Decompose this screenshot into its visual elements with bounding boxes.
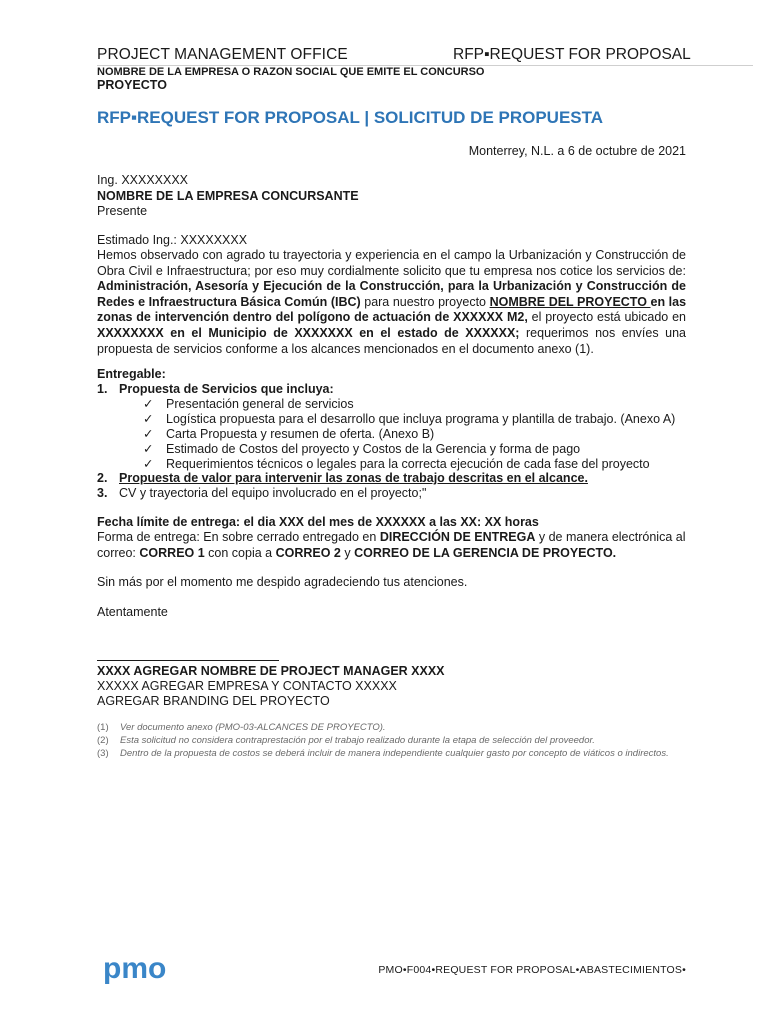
delivery-text-3: con copia a [204,545,276,560]
pmo-logo-text: pmo [103,952,167,985]
addressee-block [97,173,686,220]
addressee-present: Presente [97,204,148,219]
intro-services: Administración, Asesoría y Ejecución de la Construcción, para la Urbanización y Construcción de Redes e Infraestructura Básica Común (IBC) [97,279,686,309]
delivery-paragraph [97,530,686,561]
signature-company: XXXXX AGREGAR EMPRESA Y CONTACTO XXXXX [97,679,397,693]
addressee-name: Ing. XXXXXXXX [97,173,189,187]
deliverable-label: Propuesta de valor para intervenir las zonas de trabajo descritas en el alcance. [119,471,588,485]
intro-text-3: el proyecto está ubicado en [527,310,686,325]
header-company-line: NOMBRE DE LA EMPRESA O RAZON SOCIAL QUE EMITE EL CONCURSO [97,66,485,78]
footnote-number: (3) [97,748,109,759]
check-item-label: Estimado de Costos del proyecto y Costos de la Gerencia y forma de pago [166,442,581,456]
checkmark-icon: ✓ [143,412,154,426]
footnote-text: Esta solicitud no considera contraprestación por el trabajo realizado durante la etapa de selección del proveedor. [120,735,595,746]
checkmark-icon: ✓ [143,457,154,471]
signature-name: XXXX AGREGAR NOMBRE DE PROJECT MANAGER XXXX [97,664,445,678]
closing-text: Sin más por el momento me despido agradeciendo tus atenciones. [97,575,468,589]
intro-text-2: para nuestro proyecto [360,294,490,309]
regards-text: Atentamente [97,605,168,619]
check-item [143,397,354,412]
footer-reference: PMO•F004•REQUEST FOR PROPOSAL•ABASTECIMIENTOS• [378,964,686,976]
check-item-label: Presentación general de servicios [166,397,354,411]
delivery-email-pm: CORREO DE LA GERENCIA DE PROYECTO. [354,545,617,560]
intro-project-name: NOMBRE DEL PROYECTO [489,294,651,309]
delivery-text-1: Forma de entrega: En sobre cerrado entregado en [97,530,380,544]
delivery-text-2: y de manera electrónica al correo: [97,530,686,560]
document-title: RFP▪REQUEST FOR PROPOSAL | SOLICITUD DE PROPUESTA [97,108,604,127]
addressee-company: NOMBRE DE LA EMPRESA CONCURSANTE [97,188,359,203]
checkmark-icon: ✓ [143,427,154,441]
letter-date: Monterrey, N.L. a 6 de octubre de 2021 [468,144,686,158]
footnote-number: (1) [97,722,109,733]
intro-text-1: Hemos observado con agrado tu trayectoria y experiencia en el campo la Urbanización y Construcción de Obra Civil e Infraestructura; por eso muy cordialmente solicito que tu empresa nos cotice los servicios de: [97,248,686,278]
delivery-email-1: CORREO 1 [139,545,205,560]
footnote-number: (2) [97,735,109,746]
header-project: PROYECTO [97,78,167,92]
check-item [143,427,434,442]
header-office: PROJECT MANAGEMENT OFFICE [97,46,348,63]
pmo-logo [103,952,183,988]
deliverable-label: Propuesta de Servicios que incluya: [119,382,334,396]
intro-text-4: requerimos nos envíes una propuesta de servicios conforme a los alcances mencionados en el documento anexo (1). [97,325,686,356]
deadline-heading: Fecha límite de entrega: el dia XXX del mes de XXXXXX a las XX: XX horas [97,515,539,529]
footnote-1 [97,722,386,733]
delivery-text-4: y [340,545,355,560]
check-item [143,442,580,457]
deliverable-number: 1. [97,382,108,396]
deliverables-heading: Entregable: [97,367,166,381]
check-item [143,457,650,472]
check-item [143,412,675,427]
deliverable-number: 2. [97,471,108,485]
check-item-label: Logística propuesta para el desarrollo que incluya programa y plantilla de trabajo. (Anexo A) [166,412,676,426]
check-item-label: Carta Propuesta y resumen de oferta. (Anexo B) [166,427,435,441]
footnote-2 [97,735,595,746]
deliverable-label: CV y trayectoria del equipo involucrado en el proyecto;" [119,486,427,500]
deliverable-item-3 [97,486,426,501]
footnote-text: Ver documento anexo (PMO-03-ALCANCES DE PROYECTO). [120,722,386,733]
signature-branding: AGREGAR BRANDING DEL PROYECTO [97,694,330,708]
footnote-3 [97,748,686,759]
intro-paragraph [97,248,686,357]
salutation: Estimado Ing.: XXXXXXXX [97,233,248,247]
deliverable-item-2 [97,471,588,486]
deliverable-item-1 [97,382,334,397]
checkmark-icon: ✓ [143,442,154,456]
delivery-address: DIRECCIÓN DE ENTREGA [379,530,536,544]
check-item-label: Requerimientos técnicos o legales para la correcta ejecución de cada fase del proyecto [166,457,650,471]
delivery-email-2: CORREO 2 [275,545,341,560]
intro-zone: en las zonas de intervención dentro del polígono de actuación de XXXXXX M2, [97,294,687,325]
deliverable-number: 3. [97,486,108,500]
footnote-text: Dentro de la propuesta de costos se deberá incluir de manera independiente cualquier gasto por concepto de viáticos o indirectos. [120,748,669,759]
signature-line [97,660,279,661]
intro-location: XXXXXXXX en el Municipio de XXXXXXX en el estado de XXXXXX; [97,325,520,340]
header-rfp: RFP▪REQUEST FOR PROPOSAL [453,46,691,63]
checkmark-icon: ✓ [143,397,154,411]
